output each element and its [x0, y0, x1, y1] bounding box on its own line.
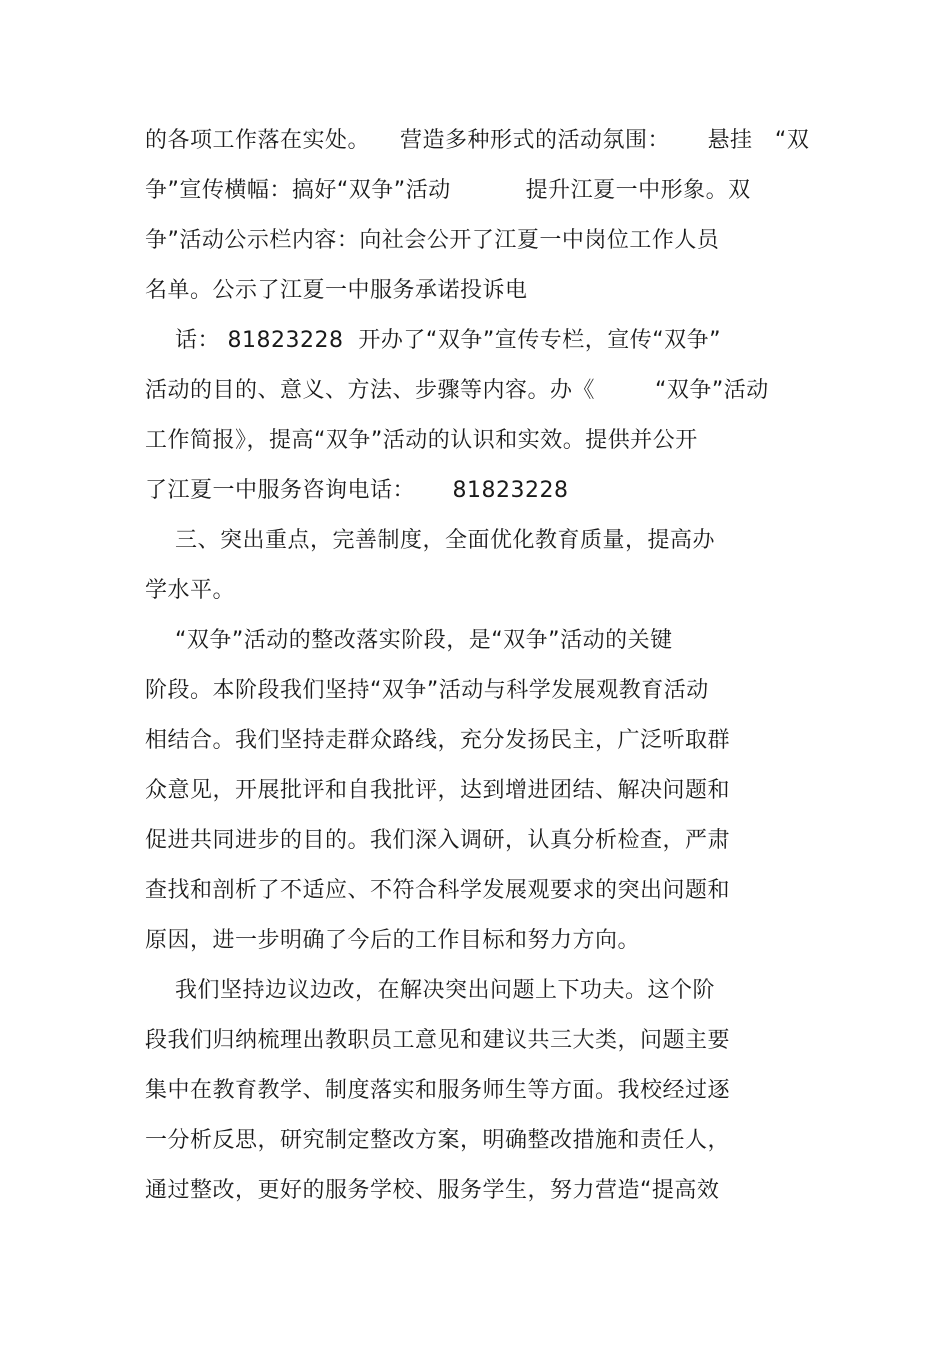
- text-line: 阶段。本阶段我们坚持“双争”活动与科学发展观教育活动: [145, 678, 709, 703]
- text-line: “双争”活动的整改落实阶段，是“双争”活动的关键: [145, 628, 673, 653]
- text-line: 活动的目的、意义、方法、步骤等内容。办《 “双争”活动: [145, 378, 769, 403]
- text-line: 争”活动公示栏内容：向社会公开了江夏一中岗位工作人员: [145, 228, 720, 253]
- text-line: 原因，进一步明确了今后的工作目标和努力方向。: [145, 928, 641, 953]
- text-line: 一分析反思，研究制定整改方案，明确整改措施和责任人，: [145, 1128, 731, 1153]
- text-line: 相结合。我们坚持走群众路线，充分发扬民主，广泛听取群: [145, 728, 731, 753]
- text-line: 促进共同进步的目的。我们深入调研，认真分析检查，严肃: [145, 828, 731, 853]
- text-line: 工作简报》，提高“双争”活动的认识和实效。提供并公开: [145, 428, 698, 453]
- text-line: 通过整改，更好的服务学校、服务学生，努力营造“提高效: [145, 1178, 720, 1203]
- text-line: 名单。公示了江夏一中服务承诺投诉电: [145, 278, 528, 303]
- section-heading: 学水平。: [145, 578, 236, 603]
- text-line: 的各项工作落在实处。 营造多种形式的活动氛围： 悬挂 “双: [145, 128, 810, 153]
- text-line: 争”宣传横幅：搞好“双争”活动 提升江夏一中形象。双: [145, 178, 751, 203]
- section-heading: 三、突出重点，完善制度，全面优化教育质量，提高办: [145, 528, 715, 553]
- text-line: 段我们归纳梳理出教职员工意见和建议共三大类，问题主要: [145, 1028, 731, 1053]
- text-line: 众意见，开展批评和自我批评，达到增进团结、解决问题和: [145, 778, 731, 803]
- text-line: 集中在教育教学、制度落实和服务师生等方面。我校经过逐: [145, 1078, 731, 1103]
- text-line: 我们坚持边议边改，在解决突出问题上下功夫。这个阶: [145, 978, 715, 1003]
- text-line: 话： 81823228 开办了“双争”宣传专栏，宣传“双争”: [145, 328, 722, 353]
- text-line: 查找和剖析了不适应、不符合科学发展观要求的突出问题和: [145, 878, 731, 903]
- text-line: 了江夏一中服务咨询电话： 81823228: [145, 478, 569, 503]
